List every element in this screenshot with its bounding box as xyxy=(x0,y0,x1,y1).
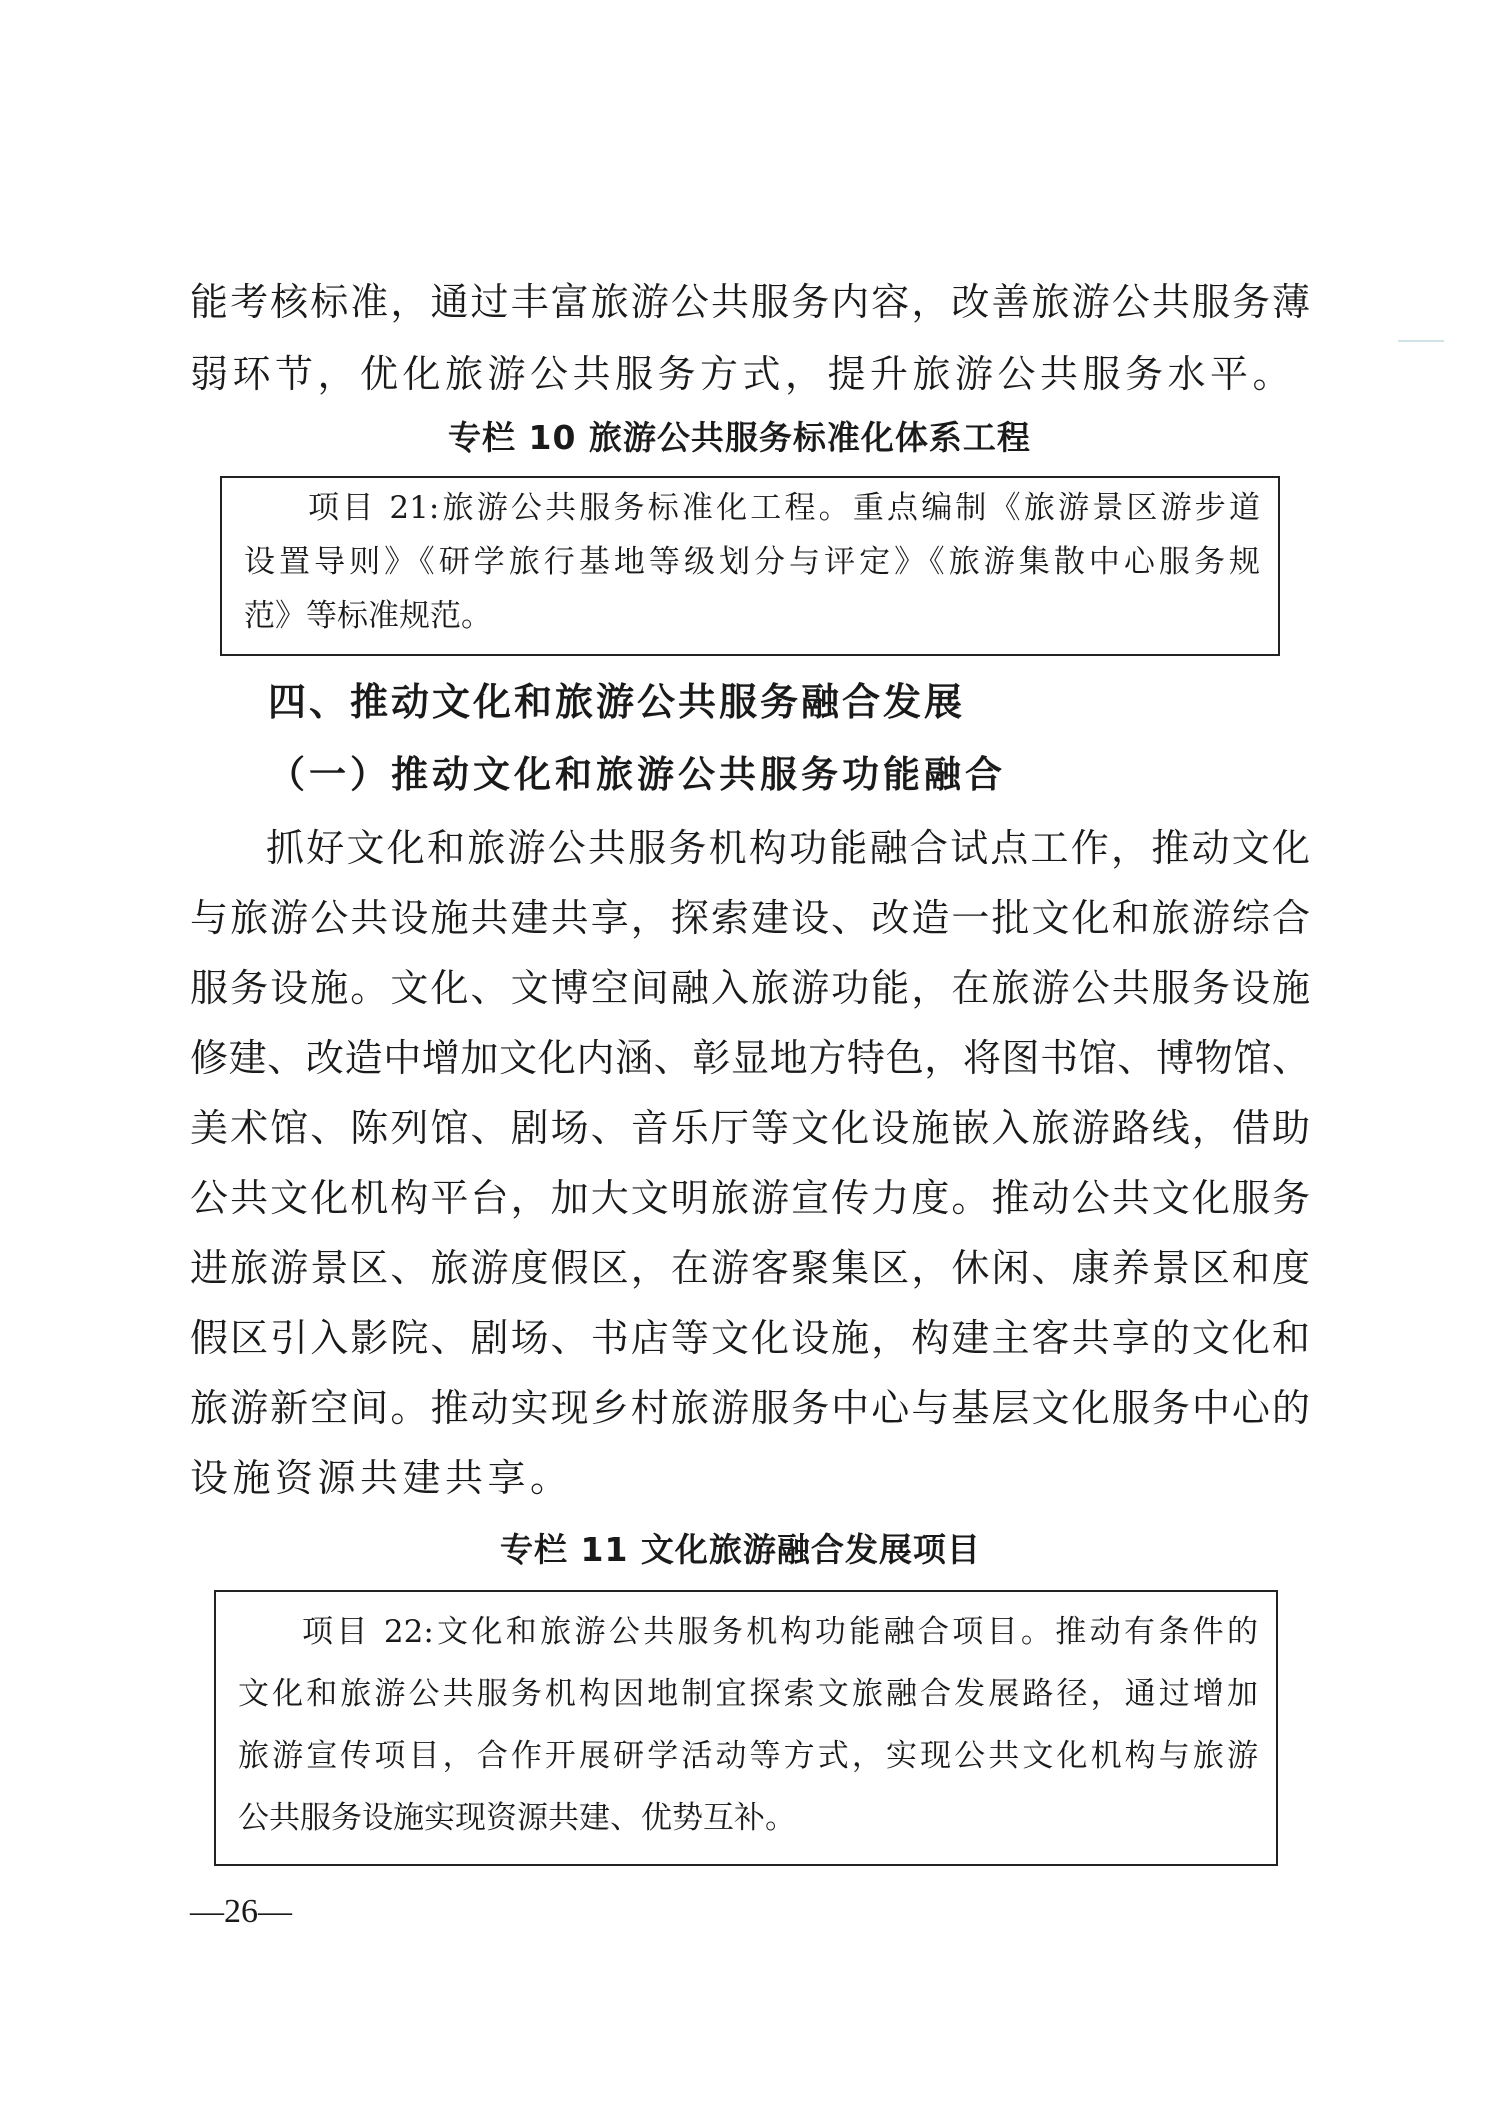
column-line: 范》等标准规范。 xyxy=(244,598,492,634)
column-line: 文化和旅游公共服务机构因地制宜探索文旅融合发展路径，通过增加 xyxy=(238,1676,1258,1712)
column-box xyxy=(214,1590,1278,1866)
body-line: 美术馆、陈列馆、剧场、音乐厅等文化设施嵌入旅游路线，借助 xyxy=(190,1106,1310,1150)
body-line: 假区引入影院、剧场、书店等文化设施，构建主客共享的文化和 xyxy=(190,1316,1310,1360)
body-line: 设施资源共建共享。 xyxy=(190,1456,573,1500)
body-line: 能考核标准，通过丰富旅游公共服务内容，改善旅游公共服务薄 xyxy=(190,280,1310,324)
column-line: 旅游宣传项目，合作开展研学活动等方式，实现公共文化机构与旅游 xyxy=(238,1738,1258,1774)
body-line: 进旅游景区、旅游度假区，在游客聚集区，休闲、康养景区和度 xyxy=(190,1246,1310,1290)
page-number: —26— xyxy=(190,1893,292,1930)
column-title: 专栏 10 旅游公共服务标准化体系工程 xyxy=(448,418,1031,457)
body-line: 修建、改造中增加文化内涵、彰显地方特色，将图书馆、博物馆、 xyxy=(190,1036,1310,1080)
column-line: 项目 22:文化和旅游公共服务机构功能融合项目。推动有条件的 xyxy=(302,1614,1258,1650)
column-title: 专栏 11 文化旅游融合发展项目 xyxy=(500,1530,981,1569)
column-line: 公共服务设施实现资源共建、优势互补。 xyxy=(238,1800,796,1836)
subsection-title: （一）推动文化和旅游公共服务功能融合 xyxy=(268,752,1006,796)
body-line: 与旅游公共设施共建共享，探索建设、改造一批文化和旅游综合 xyxy=(190,896,1310,940)
column-box xyxy=(220,476,1280,656)
body-line: 公共文化机构平台，加大文明旅游宣传力度。推动公共文化服务 xyxy=(190,1176,1310,1220)
column-line: 设置导则》《研学旅行基地等级划分与评定》《旅游集散中心服务规 xyxy=(244,544,1260,580)
body-line: 抓好文化和旅游公共服务机构功能融合试点工作，推动文化 xyxy=(266,826,1310,870)
scan-mark xyxy=(1398,340,1444,342)
column-line: 项目 21:旅游公共服务标准化工程。重点编制《旅游景区游步道 xyxy=(308,490,1260,526)
section-title: 四、推动文化和旅游公共服务融合发展 xyxy=(268,680,966,724)
body-line: 旅游新空间。推动实现乡村旅游服务中心与基层文化服务中心的 xyxy=(190,1386,1310,1430)
body-line: 弱环节，优化旅游公共服务方式，提升旅游公共服务水平。 xyxy=(190,352,1296,396)
body-line: 服务设施。文化、文博空间融入旅游功能，在旅游公共服务设施 xyxy=(190,966,1310,1010)
